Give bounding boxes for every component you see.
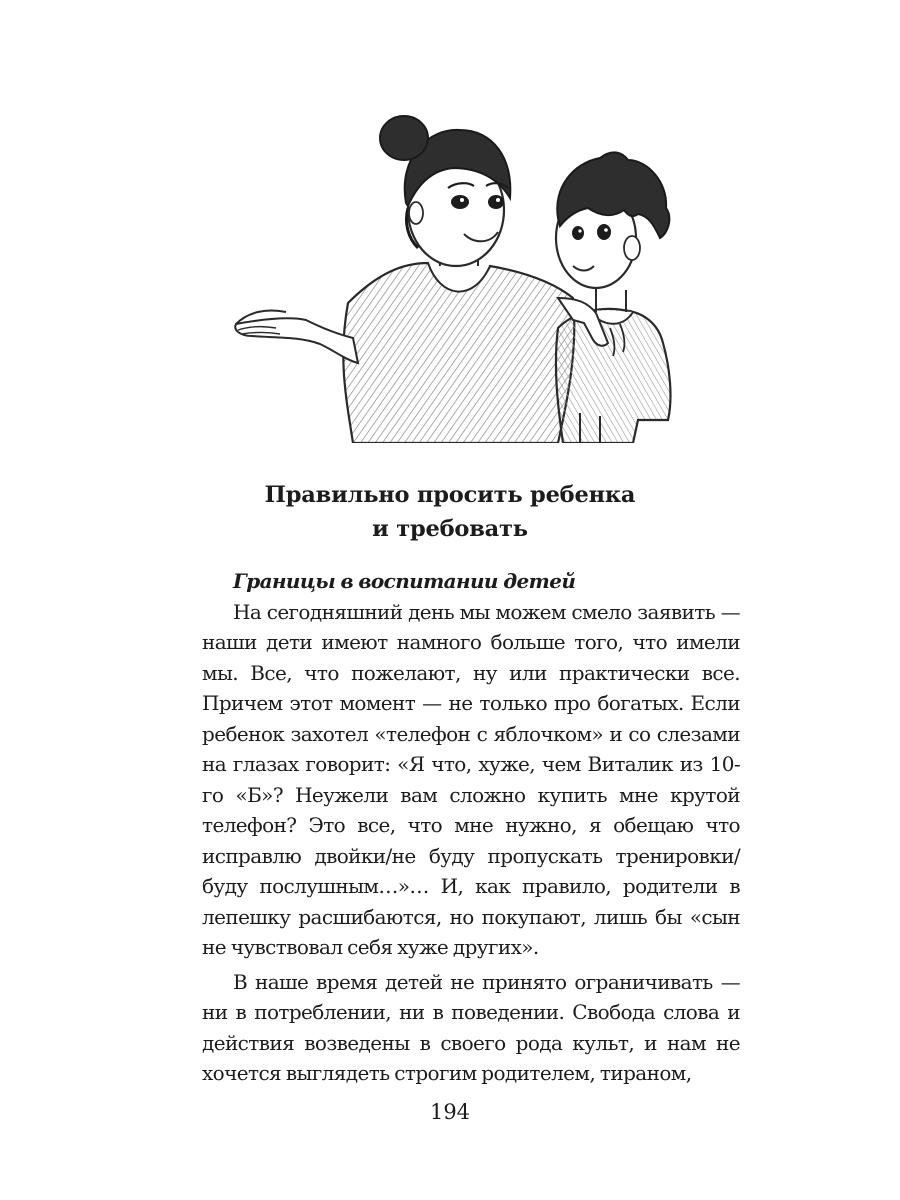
illustration-drawing bbox=[228, 98, 688, 443]
mother-son-illustration bbox=[228, 98, 688, 443]
chapter-title bbox=[0, 478, 900, 546]
chapter-title-line-2: и требовать bbox=[372, 516, 528, 542]
body-text bbox=[202, 566, 740, 1089]
chapter-title-line-1: Правильно просить ребенка bbox=[264, 482, 636, 508]
mother-arm bbox=[235, 318, 358, 363]
page-number: 194 bbox=[429, 1100, 471, 1124]
paragraph: В наше время детей не принято ограничивать — ни в потреблении, ни в поведении. Свобода слова и действия возведены в своего рода культ, и нам не хочется выглядеть строгим родителем, тираном, bbox=[202, 969, 740, 1085]
section-heading: Границы в воспитании детей bbox=[233, 569, 576, 593]
boy-shirt bbox=[556, 309, 671, 443]
paragraph: На сегодняшний день мы можем смело заявить — наши дети имеют намного больше того, что имели мы. Все, что пожелают, ну или практически все. Причем этот момент — не только про богатых. Если ребенок захотел «телефон с яблочком» и со слезами на глазах говорит: «Я что, хуже, чем Виталик из 10-го «Б»? Неужели вам сложно купить мне крутой телефон? Это все, что мне нужно, я обещаю что исправлю двойки/не буду пропускать тренировки/буду послушным…»… И, как правило, родители в лепешку расшибаются, но покупают, лишь бы «сын не чувствовал себя хуже других». bbox=[202, 599, 740, 959]
